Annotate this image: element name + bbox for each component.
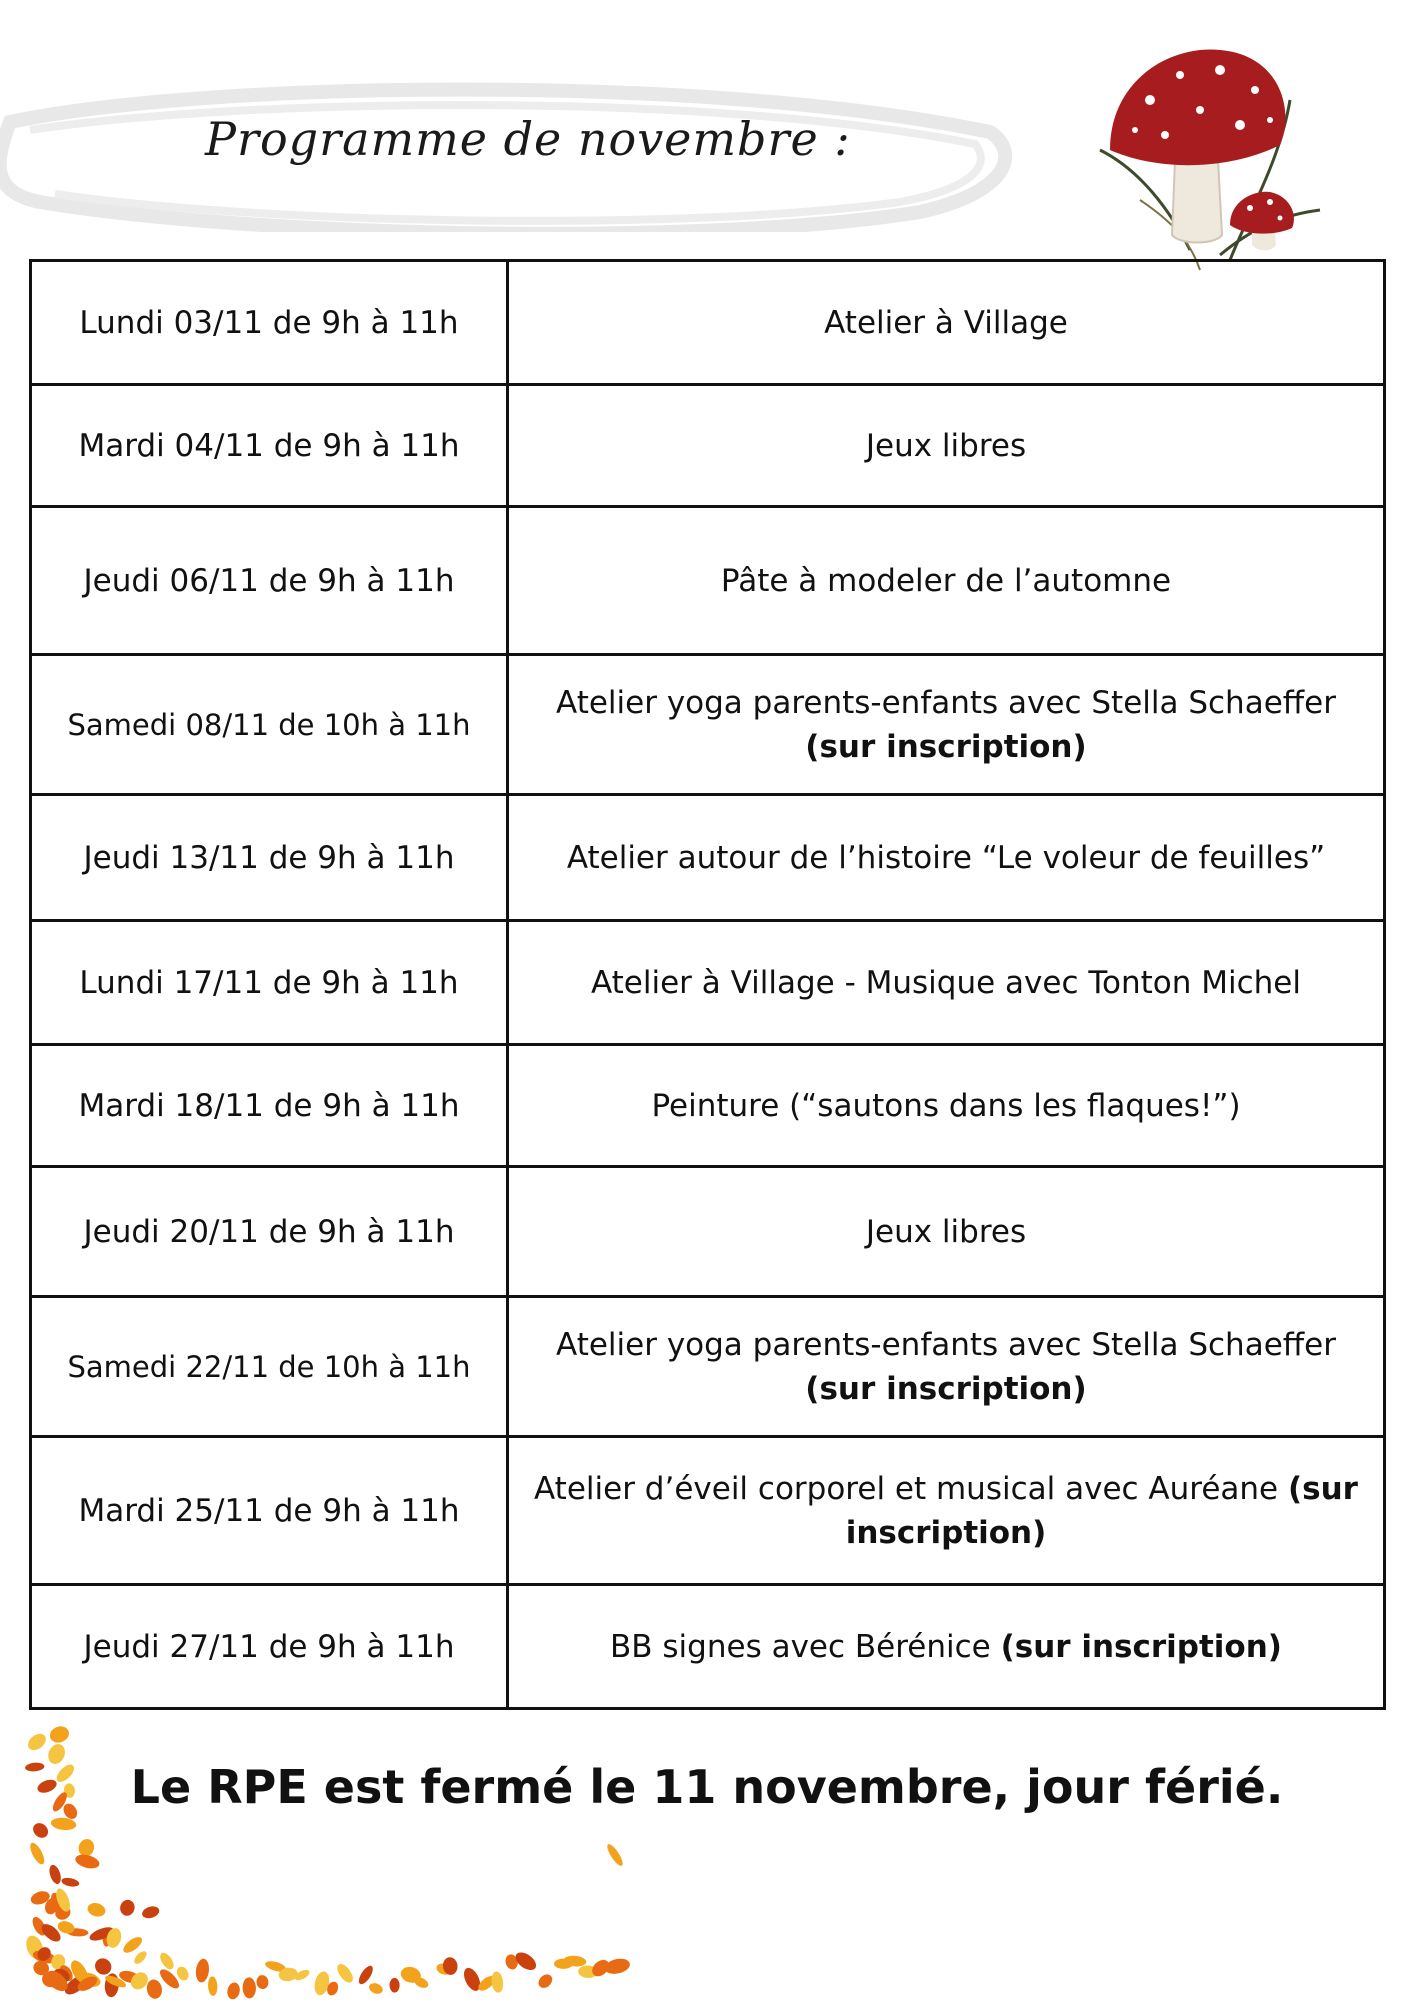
leaf-icon	[141, 1904, 161, 1920]
leaf-icon	[605, 1842, 626, 1868]
row-activity	[508, 261, 1385, 385]
schedule-table	[29, 259, 1386, 1710]
leaf-icon	[490, 1971, 504, 1994]
row-date: Jeudi 20/11 de 9h à 11h	[31, 1167, 508, 1297]
activity-text: Pâte à modeler de l’automne	[720, 562, 1172, 599]
activity-text: Atelier d’éveil corporel et musical avec Auréane	[534, 1470, 1288, 1507]
table-row	[31, 385, 1385, 507]
leaf-icon	[367, 1981, 384, 1996]
row-date: Mardi 18/11 de 9h à 11h	[31, 1045, 508, 1167]
leaf-icon	[536, 1972, 555, 1991]
row-date: Mardi 04/11 de 9h à 11h	[31, 385, 508, 507]
leaf-icon	[48, 1724, 72, 1746]
leaf-icon	[145, 1978, 163, 2000]
leaf-icon	[603, 1956, 631, 1976]
leaf-icon	[158, 1950, 177, 1971]
table-row	[31, 1585, 1385, 1709]
row-date: Jeudi 27/11 de 9h à 11h	[31, 1585, 508, 1709]
row-activity	[508, 1045, 1385, 1167]
activity-text: Atelier yoga parents-enfants avec Stella Schaeffer	[556, 1326, 1336, 1363]
leaf-icon	[132, 1949, 149, 1966]
table-row	[31, 1167, 1385, 1297]
table-row	[31, 655, 1385, 795]
row-activity	[508, 1585, 1385, 1709]
leaf-icon	[356, 1964, 375, 1987]
registration-note: (sur inscription)	[845, 1470, 1358, 1551]
activity-text: Atelier yoga parents-enfants avec Stella Schaeffer	[556, 684, 1336, 721]
row-activity	[508, 795, 1385, 921]
activity-text: Atelier autour de l’histoire “Le voleur de feuilles”	[566, 839, 1326, 876]
activity-text: Peinture (“sautons dans les flaques!”)	[651, 1087, 1241, 1124]
table-row	[31, 507, 1385, 655]
leaf-icon	[30, 1820, 51, 1841]
leaf-icon	[61, 1876, 80, 1887]
leaf-icon	[334, 1961, 356, 1985]
leaf-icon	[256, 1974, 270, 1989]
row-date: Lundi 03/11 de 9h à 11h	[31, 261, 508, 385]
registration-note: (sur inscription)	[805, 1370, 1087, 1407]
leaf-icon	[389, 1978, 399, 1993]
mushroom-icon	[1080, 40, 1340, 280]
activity-text: Atelier à Village	[824, 304, 1068, 341]
row-activity	[508, 507, 1385, 655]
leaf-icon	[25, 1730, 49, 1753]
table-row	[31, 1437, 1385, 1585]
activity-text: Jeux libres	[865, 427, 1027, 464]
closure-notice: Le RPE est fermé le 11 novembre, jour férié.	[130, 1760, 1284, 1814]
registration-note: (sur inscription)	[805, 728, 1087, 765]
leaf-icon	[208, 1976, 218, 1996]
table-row	[31, 1045, 1385, 1167]
row-date: Jeudi 06/11 de 9h à 11h	[31, 507, 508, 655]
row-activity	[508, 385, 1385, 507]
leaf-icon	[242, 1977, 256, 1998]
registration-note: (sur inscription)	[1000, 1628, 1282, 1665]
autumn-leaves-icon	[20, 1700, 660, 2000]
table-row	[31, 1297, 1385, 1437]
table-row	[31, 921, 1385, 1045]
activity-text: Atelier à Village - Musique avec Tonton Michel	[590, 964, 1301, 1001]
row-date: Lundi 17/11 de 9h à 11h	[31, 921, 508, 1045]
row-activity	[508, 655, 1385, 795]
leaf-icon	[119, 1898, 137, 1917]
row-date: Mardi 25/11 de 9h à 11h	[31, 1437, 508, 1585]
row-activity	[508, 1167, 1385, 1297]
row-date: Samedi 08/11 de 10h à 11h	[31, 655, 508, 795]
activity-text: Jeux libres	[865, 1213, 1027, 1250]
leaf-icon	[86, 1901, 107, 1919]
row-activity	[508, 1297, 1385, 1437]
leaf-icon	[226, 1981, 241, 2000]
table-row	[31, 261, 1385, 385]
row-activity	[508, 921, 1385, 1045]
leaf-icon	[47, 1863, 63, 1885]
page-title: Programme de novembre :	[205, 112, 851, 166]
leaf-icon	[27, 1841, 47, 1867]
table-row	[31, 795, 1385, 921]
row-activity	[508, 1437, 1385, 1585]
row-date: Jeudi 13/11 de 9h à 11h	[31, 795, 508, 921]
activity-text: BB signes avec Bérénice	[610, 1628, 1001, 1665]
row-date: Samedi 22/11 de 10h à 11h	[31, 1297, 508, 1437]
leaf-icon	[195, 1958, 211, 1983]
